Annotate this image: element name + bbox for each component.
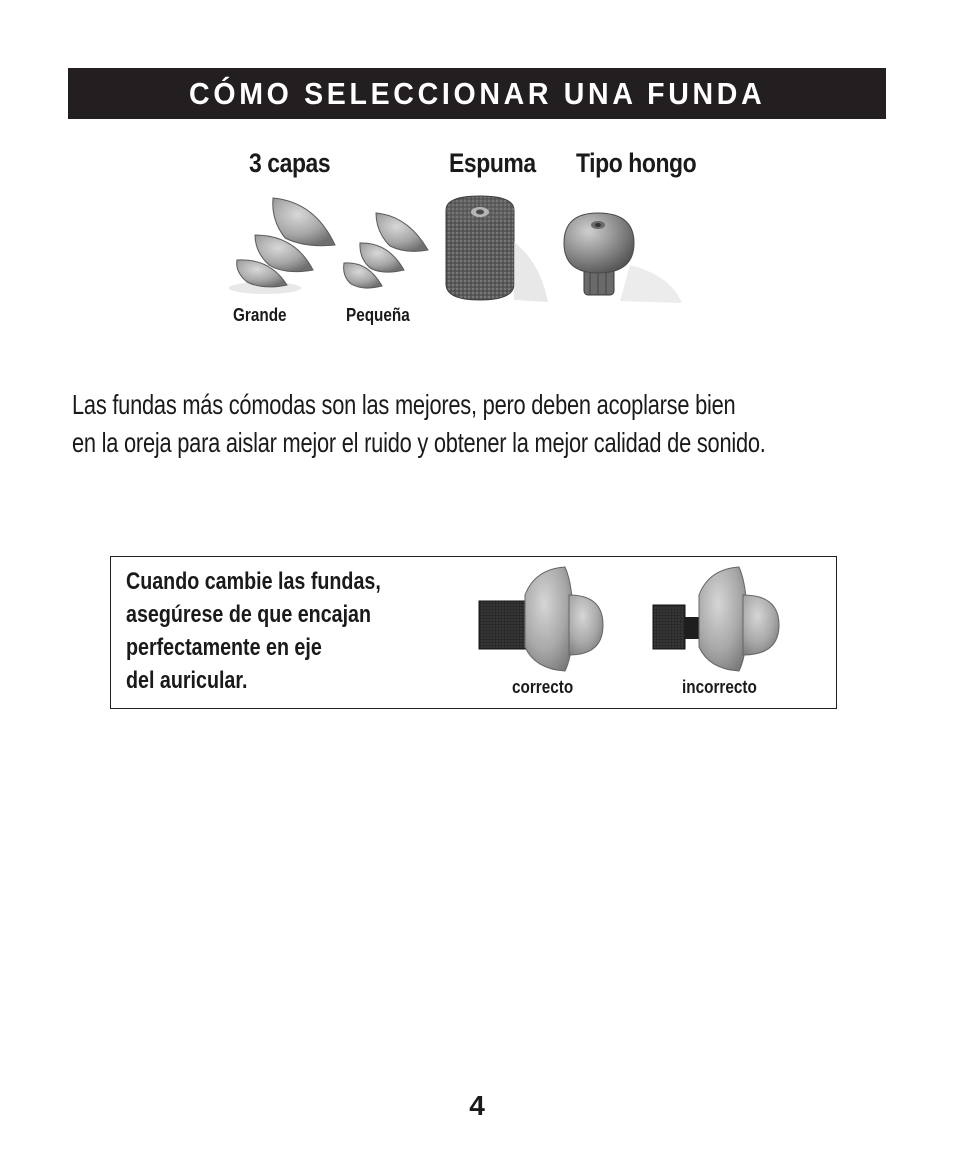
fit-note-text <box>126 565 381 697</box>
label-large: Grande <box>233 305 287 325</box>
body-paragraph <box>72 386 766 462</box>
mushroom-tip-image <box>560 205 685 305</box>
incorrect-fit-image <box>651 565 791 673</box>
label-mushroom: Tipo hongo <box>576 148 697 178</box>
note-line-1: Cuando cambie las fundas, <box>126 568 381 595</box>
correct-fit-image <box>475 565 605 673</box>
label-three-layer: 3 capas <box>249 148 331 178</box>
page-number: 4 <box>469 1090 485 1121</box>
note-line-3: perfectamente en eje <box>126 634 322 661</box>
label-incorrect: incorrecto <box>682 677 757 697</box>
label-correct: correcto <box>512 677 574 697</box>
foam-tip-image <box>440 192 552 306</box>
large-three-layer-tip-image <box>225 190 340 300</box>
body-line-2: en la oreja para aislar mejor el ruido y obtener la mejor calidad de sonido. <box>72 427 766 458</box>
fit-note-box <box>110 556 837 709</box>
body-line-1: Las fundas más cómodas son las mejores, pero deben acoplarse bien <box>72 389 736 420</box>
label-small: Pequeña <box>346 305 410 325</box>
label-foam: Espuma <box>449 148 536 178</box>
note-line-4: del auricular. <box>126 667 248 694</box>
section-header <box>68 68 886 119</box>
small-three-layer-tip-image <box>338 208 438 293</box>
section-title: CÓMO SELECCIONAR UNA FUNDA <box>188 75 766 111</box>
note-line-2: asegúrese de que encajan <box>126 601 372 628</box>
